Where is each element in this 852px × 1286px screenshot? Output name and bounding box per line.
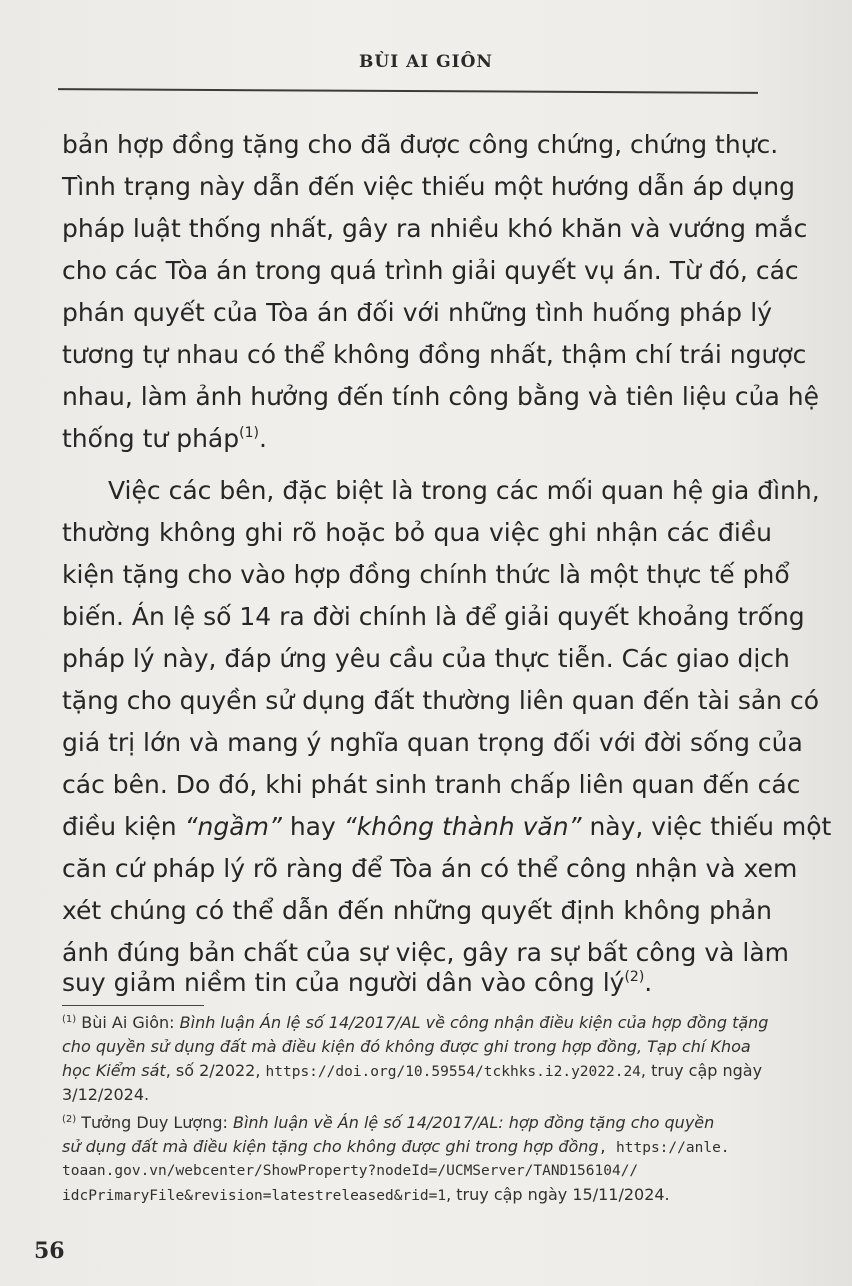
body-line: căn cứ pháp lý rõ ràng để Tòa án có thể công nhận và xem	[62, 854, 798, 883]
footnote-title: sử dụng đất mà điều kiện tặng cho không được ghi trong hợp đồng	[62, 1137, 599, 1156]
footnote-text: , số 2/2022,	[165, 1061, 266, 1080]
italic-term: “ngầm”	[184, 812, 282, 841]
running-header: BÙI AI GIÔN	[359, 52, 493, 72]
body-line: kiện tặng cho vào hợp đồng chính thức là một thực tế phổ	[62, 560, 790, 589]
footnote-1-line	[62, 1060, 763, 1083]
footnote-1	[62, 1012, 769, 1034]
footnote-author: Tưởng Duy Lượng:	[81, 1113, 233, 1132]
body-line: pháp luật thống nhất, gây ra nhiều khó khăn và vướng mắc	[62, 214, 808, 243]
page-number: 56	[34, 1238, 65, 1264]
footnote-title: Bình luận Án lệ số 14/2017/AL về công nhận điều kiện của hợp đồng tặng	[179, 1013, 769, 1032]
body-line: Tình trạng này dẫn đến việc thiếu một hướng dẫn áp dụng	[62, 172, 796, 201]
footnote-2-line	[62, 1184, 752, 1207]
footnote-ref-1[interactable]: (1)	[239, 425, 259, 441]
footnote-title: Bình luận về Án lệ số 14/2017/AL: hợp đồng tặng cho quyền	[232, 1113, 715, 1132]
body-text: hay	[281, 812, 344, 841]
footnote-journal: học Kiểm sát	[62, 1061, 166, 1080]
footnote-text: , truy cập ngày	[640, 1061, 763, 1080]
footnote-2	[62, 1112, 752, 1134]
footnote-link[interactable]: , https://anle.	[598, 1140, 730, 1156]
body-line: ánh đúng bản chất của sự việc, gây ra sự bất công và làm	[62, 938, 790, 967]
footnote-rule	[62, 1005, 204, 1006]
body-line	[62, 422, 772, 456]
body-line: nhau, làm ảnh hưởng đến tính công bằng và tiên liệu của hệ	[62, 382, 820, 411]
header-rule	[58, 88, 758, 94]
footnote-1-line: 3/12/2024.	[62, 1085, 150, 1104]
body-line	[62, 966, 772, 1000]
body-line: phán quyết của Tòa án đối với những tình huống pháp lý	[62, 298, 772, 327]
footnote-author: Bùi Ai Giôn:	[81, 1013, 180, 1032]
footnote-link[interactable]: idcPrimaryFile&revision=latestreleased&rid=1	[62, 1188, 447, 1204]
footnote-link[interactable]: toaan.gov.vn/webcenter/ShowProperty?nodeId=/UCMServer/TAND156104//	[62, 1163, 639, 1179]
body-line: pháp lý này, đáp ứng yêu cầu của thực tiễn. Các giao dịch	[62, 644, 790, 673]
footnote-mark: (1)	[62, 1014, 77, 1025]
footnote-link[interactable]: https://doi.org/10.59554/tckhks.i2.y2022.24	[265, 1064, 641, 1080]
footnote-ref-2[interactable]: (2)	[624, 969, 645, 985]
body-text: .	[258, 424, 267, 453]
footnote-mark: (2)	[62, 1114, 77, 1125]
body-text: suy giảm niềm tin của người dân vào công lý	[62, 968, 625, 997]
body-line: bản hợp đồng tặng cho đã được công chứng, chứng thực.	[62, 130, 779, 159]
body-text: thống tư pháp	[62, 424, 240, 453]
body-line: tặng cho quyền sử dụng đất thường liên quan đến tài sản có	[62, 686, 819, 715]
body-line: tương tự nhau có thể không đồng nhất, thậm chí trái ngược	[62, 340, 807, 369]
body-text: điều kiện	[62, 812, 185, 841]
body-line: Việc các bên, đặc biệt là trong các mối quan hệ gia đình,	[108, 476, 820, 505]
body-line	[62, 810, 832, 844]
body-text: .	[644, 968, 653, 997]
italic-term: “không thành văn”	[343, 812, 582, 841]
footnote-2-line	[62, 1136, 752, 1159]
footnote-1-line: cho quyền sử dụng đất mà điều kiện đó không được ghi trong hợp đồng, Tạp chí Khoa	[62, 1037, 751, 1056]
body-text: này, việc thiếu một	[581, 812, 832, 841]
body-line: cho các Tòa án trong quá trình giải quyết vụ án. Từ đó, các	[62, 256, 799, 285]
body-line: các bên. Do đó, khi phát sinh tranh chấp liên quan đến các	[62, 770, 801, 799]
body-line: giá trị lớn và mang ý nghĩa quan trọng đối với đời sống của	[62, 728, 803, 757]
body-line: biến. Án lệ số 14 ra đời chính là để giải quyết khoảng trống	[62, 602, 805, 631]
body-line: thường không ghi rõ hoặc bỏ qua việc ghi nhận các điều	[62, 518, 772, 547]
footnote-text: , truy cập ngày 15/11/2024.	[446, 1185, 670, 1204]
body-line: xét chúng có thể dẫn đến những quyết định không phản	[62, 896, 772, 925]
